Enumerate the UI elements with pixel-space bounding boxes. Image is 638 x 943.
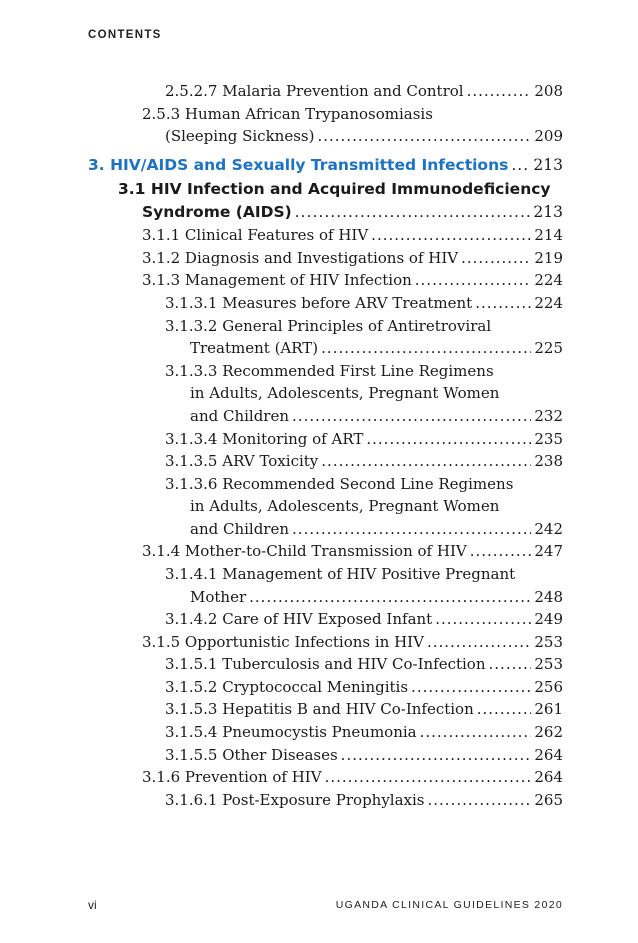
toc-entry-3-1-3-6[interactable]	[165, 473, 563, 495]
toc-chapter-3[interactable]	[88, 154, 563, 176]
leader-dots	[427, 631, 531, 653]
leader-dots	[366, 428, 531, 450]
toc-entry-title: and Children	[190, 520, 290, 538]
toc-entry-title: 2.5.2.7 Malaria Prevention and Control	[165, 82, 464, 100]
toc-page-number: 213	[533, 156, 563, 174]
toc-entry-title: 3.1.6.1 Post-Exposure Prophylaxis	[165, 791, 425, 809]
toc-entry-title: 3.1.3.5 ARV Toxicity	[165, 452, 319, 470]
toc-entry-title: 3.1.5.4 Pneumocystis Pneumonia	[165, 723, 417, 741]
leader-dots	[415, 269, 532, 291]
page-number: vi	[88, 898, 97, 912]
toc-entry-title: 3.1.5 Opportunistic Infections in HIV	[142, 633, 424, 651]
leader-dots	[317, 125, 531, 147]
toc-entry-title: 2.5.3 Human African Trypanosomiasis	[142, 105, 433, 123]
toc-page-number: 242	[534, 520, 563, 538]
toc-entry-3-1-5[interactable]	[142, 631, 563, 653]
leader-dots	[371, 224, 531, 246]
toc-page-number: 253	[534, 655, 563, 673]
toc-entry-3-1-3-2-cont[interactable]	[190, 337, 563, 359]
toc-entry-title: and Children	[190, 407, 290, 425]
toc-entry-title: 3.1.4.1 Management of HIV Positive Pregnant	[165, 565, 516, 583]
toc-entry-3-1-3-3-cont2[interactable]	[190, 405, 563, 427]
toc-section-3-1[interactable]	[118, 178, 563, 200]
toc-page-number: 249	[534, 610, 563, 628]
toc-page-number: 264	[534, 746, 563, 764]
toc-page-number: 248	[534, 588, 563, 606]
leader-dots	[325, 766, 532, 788]
toc-entry-3-1-5-2[interactable]	[165, 676, 563, 698]
toc-entry-3-1-5-5[interactable]	[165, 744, 563, 766]
leader-dots	[292, 518, 531, 540]
toc-entry-3-1-6-1[interactable]	[165, 789, 563, 811]
leader-dots	[321, 450, 531, 472]
toc-entry-3-1-5-1[interactable]	[165, 653, 563, 675]
toc-entry-title: 3.1.3 Management of HIV Infection	[142, 271, 412, 289]
leader-dots	[475, 292, 531, 314]
toc-page-number: 256	[534, 678, 563, 696]
leader-dots	[461, 247, 531, 269]
toc-entry-title: 3.1.3.4 Monitoring of ART	[165, 430, 364, 448]
leader-dots	[489, 653, 532, 675]
running-footer-title: UGANDA CLINICAL GUIDELINES 2020	[335, 899, 563, 911]
toc-page-number: 224	[534, 271, 563, 289]
leader-dots	[511, 154, 530, 176]
toc-entry-3-1-6[interactable]	[142, 766, 563, 788]
leader-dots	[321, 337, 531, 359]
leader-dots	[420, 721, 532, 743]
toc-page-number: 265	[534, 791, 563, 809]
running-header: CONTENTS	[88, 29, 162, 41]
toc-entry-3-1-5-4[interactable]	[165, 721, 563, 743]
toc-page-number: 209	[534, 127, 563, 145]
toc-entry-title: 3.1.4 Mother-to-Child Transmission of HIV	[142, 542, 467, 560]
toc-entry-3-1-4-2[interactable]	[165, 608, 563, 630]
leader-dots	[292, 405, 531, 427]
toc-entry-3-1-3-6-cont2[interactable]	[190, 518, 563, 540]
toc-page-number: 225	[534, 339, 563, 357]
toc-chapter-title: 3. HIV/AIDS and Sexually Transmitted Infections	[88, 156, 509, 174]
toc-entry-3-1-4[interactable]	[142, 540, 563, 562]
toc-entry-title: 3.1.3.2 General Principles of Antiretroviral	[165, 317, 492, 335]
leader-dots	[411, 676, 531, 698]
toc-page-number: 262	[534, 723, 563, 741]
toc-page-number: 219	[534, 249, 563, 267]
toc-entry-2-5-2-7[interactable]	[165, 80, 563, 102]
toc-entry-title: 3.1.1 Clinical Features of HIV	[142, 226, 369, 244]
toc-page-number: 232	[534, 407, 563, 425]
toc-entry-3-1-1[interactable]	[142, 224, 563, 246]
toc-page-number: 235	[534, 430, 563, 448]
toc-entry-2-5-3[interactable]	[142, 103, 563, 125]
toc-page-number: 261	[534, 700, 563, 718]
toc-entry-title: 3.1.5.5 Other Diseases	[165, 746, 338, 764]
leader-dots	[470, 540, 532, 562]
leader-dots	[249, 586, 531, 608]
toc-entry-3-1-3-3[interactable]	[165, 360, 563, 382]
toc-entry-title: 3.1.4.2 Care of HIV Exposed Infant	[165, 610, 433, 628]
toc-section-title: Syndrome (AIDS)	[142, 203, 292, 221]
leader-dots	[428, 789, 532, 811]
leader-dots	[477, 698, 532, 720]
toc-page-number: 253	[534, 633, 563, 651]
toc-entry-title: 3.1.3.6 Recommended Second Line Regimens	[165, 475, 514, 493]
toc-entry-title: 3.1.3.3 Recommended First Line Regimens	[165, 362, 494, 380]
toc-entry-3-1-3-4[interactable]	[165, 428, 563, 450]
toc-entry-title: 3.1.2 Diagnosis and Investigations of HIV	[142, 249, 459, 267]
toc-page-number: 247	[534, 542, 563, 560]
toc-page-number: 214	[534, 226, 563, 244]
toc-page-number: 208	[534, 82, 563, 100]
toc-entry-3-1-3-5[interactable]	[165, 450, 563, 472]
toc-entry-3-1-3-6-cont[interactable]	[190, 495, 563, 517]
toc-entry-3-1-3-1[interactable]	[165, 292, 563, 314]
toc-entry-3-1-5-3[interactable]	[165, 698, 563, 720]
toc-entry-3-1-4-1-cont[interactable]	[190, 586, 563, 608]
toc-entry-title: 3.1.5.3 Hepatitis B and HIV Co-Infection	[165, 700, 474, 718]
toc-entry-3-1-4-1[interactable]	[165, 563, 563, 585]
toc-entry-title: 3.1.3.1 Measures before ARV Treatment	[165, 294, 473, 312]
leader-dots	[341, 744, 532, 766]
toc-entry-title: Mother	[190, 588, 247, 606]
toc-section-title: 3.1 HIV Infection and Acquired Immunodeficiency	[118, 180, 551, 198]
toc-entry-title: Treatment (ART)	[190, 339, 319, 357]
toc-section-3-1-cont[interactable]	[142, 201, 563, 223]
leader-dots	[295, 201, 531, 223]
toc-entry-3-1-2[interactable]	[142, 247, 563, 269]
toc-entry-title: 3.1.5.2 Cryptococcal Meningitis	[165, 678, 409, 696]
toc-entry-2-5-3-cont[interactable]	[165, 125, 563, 147]
toc-entry-title: (Sleeping Sickness)	[165, 127, 315, 145]
toc-page-number: 238	[534, 452, 563, 470]
toc-page-number: 213	[533, 203, 563, 221]
toc-page-number: 264	[534, 768, 563, 786]
toc-entry-3-1-3-3-cont[interactable]	[190, 382, 563, 404]
toc-entry-title: 3.1.5.1 Tuberculosis and HIV Co-Infection	[165, 655, 486, 673]
toc-entry-title: in Adults, Adolescents, Pregnant Women	[190, 384, 500, 402]
toc-page-number: 224	[534, 294, 563, 312]
leader-dots	[435, 608, 531, 630]
leader-dots	[467, 80, 532, 102]
toc-entry-title: in Adults, Adolescents, Pregnant Women	[190, 497, 500, 515]
toc-entry-title: 3.1.6 Prevention of HIV	[142, 768, 322, 786]
toc-entry-3-1-3-2[interactable]	[165, 315, 563, 337]
toc-entry-3-1-3[interactable]	[142, 269, 563, 291]
